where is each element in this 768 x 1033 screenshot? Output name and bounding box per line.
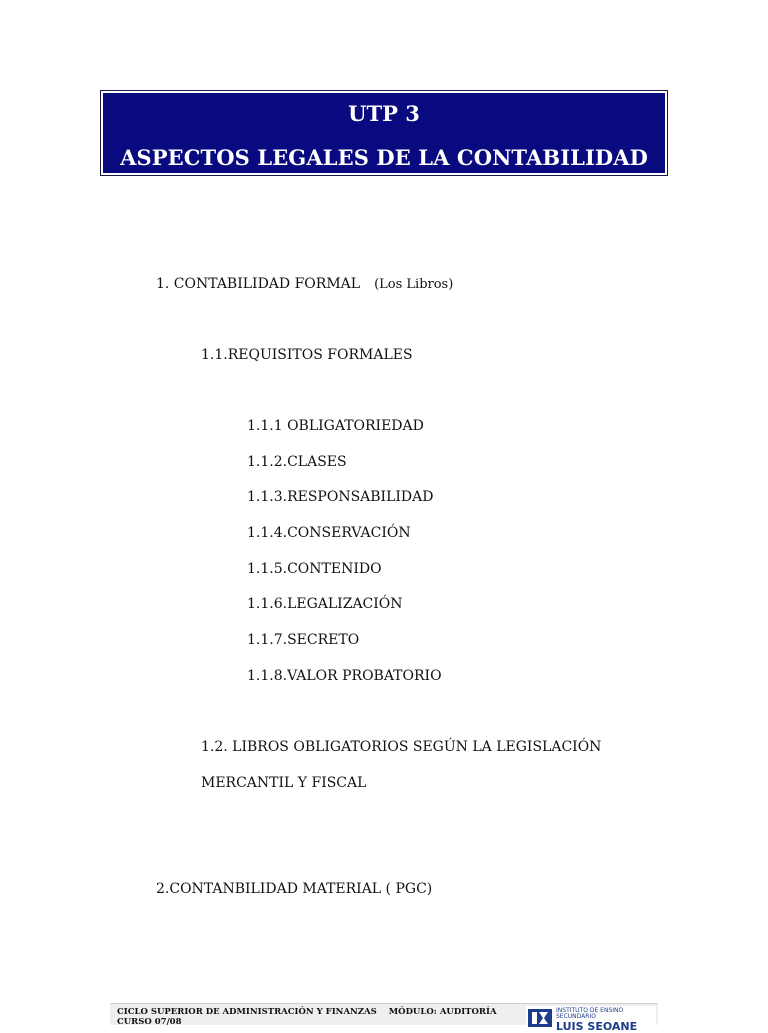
page-footer [110,1003,658,1033]
subitem-legalizacion: 1.1.6.LEGALIZACIÓN [247,596,403,612]
section-1-1-heading: 1.1.REQUISITOS FORMALES [201,347,413,363]
institute-logo-line-2: SECUNDARIO [556,1013,596,1020]
section-1-heading [156,276,453,293]
subitem-responsabilidad: 1.1.3.RESPONSABILIDAD [247,489,434,505]
subitem-clases: 1.1.2.CLASES [247,454,347,470]
section-1-2-heading-line2: MERCANTIL Y FISCAL [201,775,367,791]
institute-logo-caption [556,1008,623,1020]
institute-logo-name: LUIS SEOANE [556,1020,638,1033]
section-1-2-heading-line1: 1.2. LIBROS OBLIGATORIOS SEGÚN LA LEGISLACIÓN [201,739,602,755]
institute-logo [526,1006,656,1033]
footer-line-1 [117,1007,497,1017]
section-2-heading: 2.CONTANBILIDAD MATERIAL ( PGC) [156,881,433,897]
section-1-title: 1. CONTABILIDAD FORMAL [156,276,361,292]
footer-line-2: CURSO 07/08 [117,1017,182,1027]
footer-text [117,1007,497,1027]
institute-logo-icon [528,1009,552,1027]
footer-module: MÓDULO: AUDITORÍA [388,1007,497,1017]
subitem-conservacion: 1.1.4.CONSERVACIÓN [247,525,411,541]
title-banner [100,90,668,176]
unit-number: UTP 3 [348,101,420,126]
subitem-secreto: 1.1.7.SECRETO [247,632,360,648]
subitem-obligatoriedad: 1.1.1 OBLIGATORIEDAD [247,418,424,434]
footer-course: CICLO SUPERIOR DE ADMINISTRACIÓN Y FINANZAS [117,1007,377,1017]
institute-logo-line-1: INSTITUTO DE ENSINO [556,1007,624,1014]
subitem-valor-probatorio: 1.1.8.VALOR PROBATORIO [247,668,442,684]
unit-title: ASPECTOS LEGALES DE LA CONTABILIDAD [120,145,648,170]
section-1-note: (Los Libros) [374,277,454,292]
subitem-contenido: 1.1.5.CONTENIDO [247,561,382,577]
title-banner-inner [103,93,665,173]
